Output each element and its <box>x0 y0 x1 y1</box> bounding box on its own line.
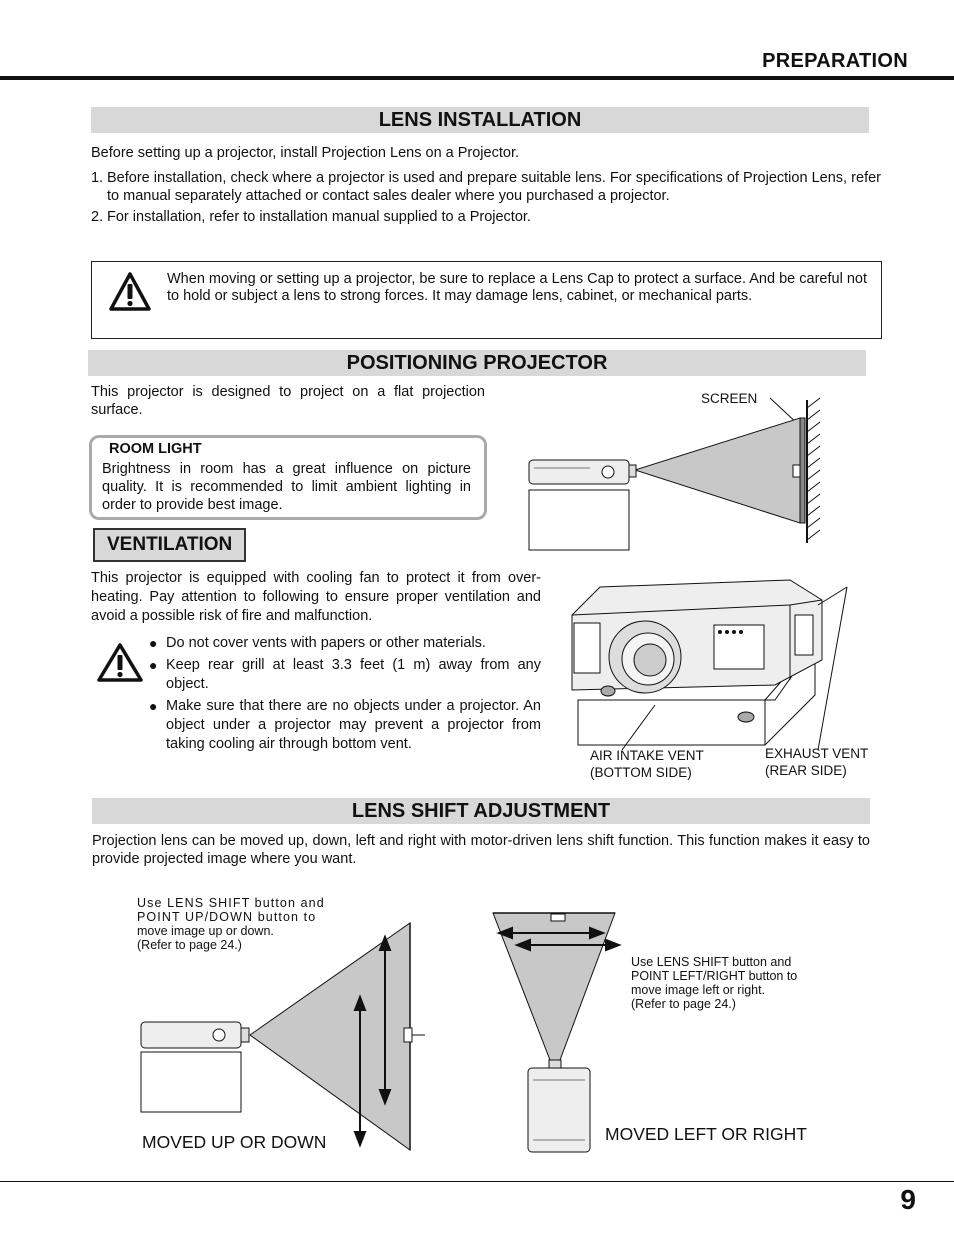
positioning-heading: POSITIONING PROJECTOR <box>88 350 866 376</box>
room-light-title: ROOM LIGHT <box>109 441 202 457</box>
projector-icon <box>529 460 636 484</box>
leftright-note: Use LENS SHIFT button and POINT LEFT/RIGHT button to move image left or right. (Refer to page 24.) <box>631 955 798 1011</box>
header-rule <box>0 76 954 80</box>
lens-installation-steps <box>91 169 881 226</box>
wall <box>807 398 820 543</box>
list-item: 1. Before installation, check where a projector is used and prepare suitable lens. For specifications of Projection Lens, refer to manual separately attached or contact sales dealer where you purchased a projector. <box>91 170 881 204</box>
chapter-title: PREPARATION <box>762 50 908 72</box>
projector-icon <box>141 1022 249 1048</box>
screen-label: SCREEN <box>701 391 758 406</box>
lens-installation-intro: Before setting up a projector, install Projection Lens on a Projector. <box>91 145 519 161</box>
updown-caption: MOVED UP OR DOWN <box>142 1132 327 1152</box>
projector-stand <box>141 1052 241 1112</box>
lens-shift-heading: LENS SHIFT ADJUSTMENT <box>92 798 870 824</box>
ventilation-intro: This projector is equipped with cooling fan to protect it from over-heating. Pay attention to following to ensure proper ventilation and avoid a possible risk of fire and malfunction. <box>91 570 541 624</box>
list-item: ● Do not cover vents with papers or other materials. <box>149 635 486 651</box>
page-number: 9 <box>900 1184 916 1215</box>
ventilation-bullets <box>149 634 541 757</box>
ventilation-heading: VENTILATION <box>93 528 246 562</box>
footer-rule <box>0 1181 954 1182</box>
screen-marker <box>404 1028 412 1042</box>
air-intake-label: AIR INTAKE VENT (BOTTOM SIDE) <box>590 748 704 780</box>
list-item: 2. For installation, refer to installation manual supplied to a Projector. <box>91 209 531 225</box>
warning-icon <box>96 642 144 684</box>
caution-text: When moving or setting up a projector, be sure to replace a Lens Cap to protect a surface. And be careful not to hold or subject a lens to strong forces. It may damage lens, cabinet, or mechanical parts. <box>167 271 867 304</box>
projector-top-icon <box>528 1060 590 1152</box>
screen-marker <box>793 465 800 477</box>
updown-diagram <box>135 915 435 1155</box>
light-cone <box>635 418 800 523</box>
room-light-box <box>89 435 487 520</box>
projector-stand <box>529 490 629 550</box>
list-item: ● Keep rear grill at least 3.3 feet (1 m) away from any object. <box>149 657 541 692</box>
exhaust-label: EXHAUST VENT (REAR SIDE) <box>765 746 869 778</box>
screen <box>800 418 805 523</box>
projection-diagram <box>520 388 830 553</box>
updown-note: Use LENS SHIFT button and POINT UP/DOWN button to move image up or down. (Refer to page 24.) <box>137 896 325 952</box>
ventilation-diagram <box>560 575 860 750</box>
leftright-diagram <box>485 905 625 1155</box>
leftright-caption: MOVED LEFT OR RIGHT <box>605 1124 807 1144</box>
room-light-text: Brightness in room has a great influence on picture quality. It is recommended to limit ambient lighting in order to provide best image. <box>102 461 471 513</box>
exhaust-pointer-arrow <box>818 587 847 605</box>
caution-box <box>91 261 882 339</box>
warning-icon <box>108 271 152 313</box>
lens-shift-intro: Projection lens can be moved up, down, left and right with motor-driven lens shift function. This function makes it easy to provide projected image where you want. <box>92 833 870 867</box>
positioning-intro: This projector is designed to project on a flat projection surface. <box>91 384 485 418</box>
lens-installation-heading: LENS INSTALLATION <box>91 107 869 133</box>
screen-marker <box>551 914 565 921</box>
list-item: ● Make sure that there are no objects under a projector. An object under a projector may prevent a projector from taking cooling air through bottom vent. <box>149 698 541 752</box>
